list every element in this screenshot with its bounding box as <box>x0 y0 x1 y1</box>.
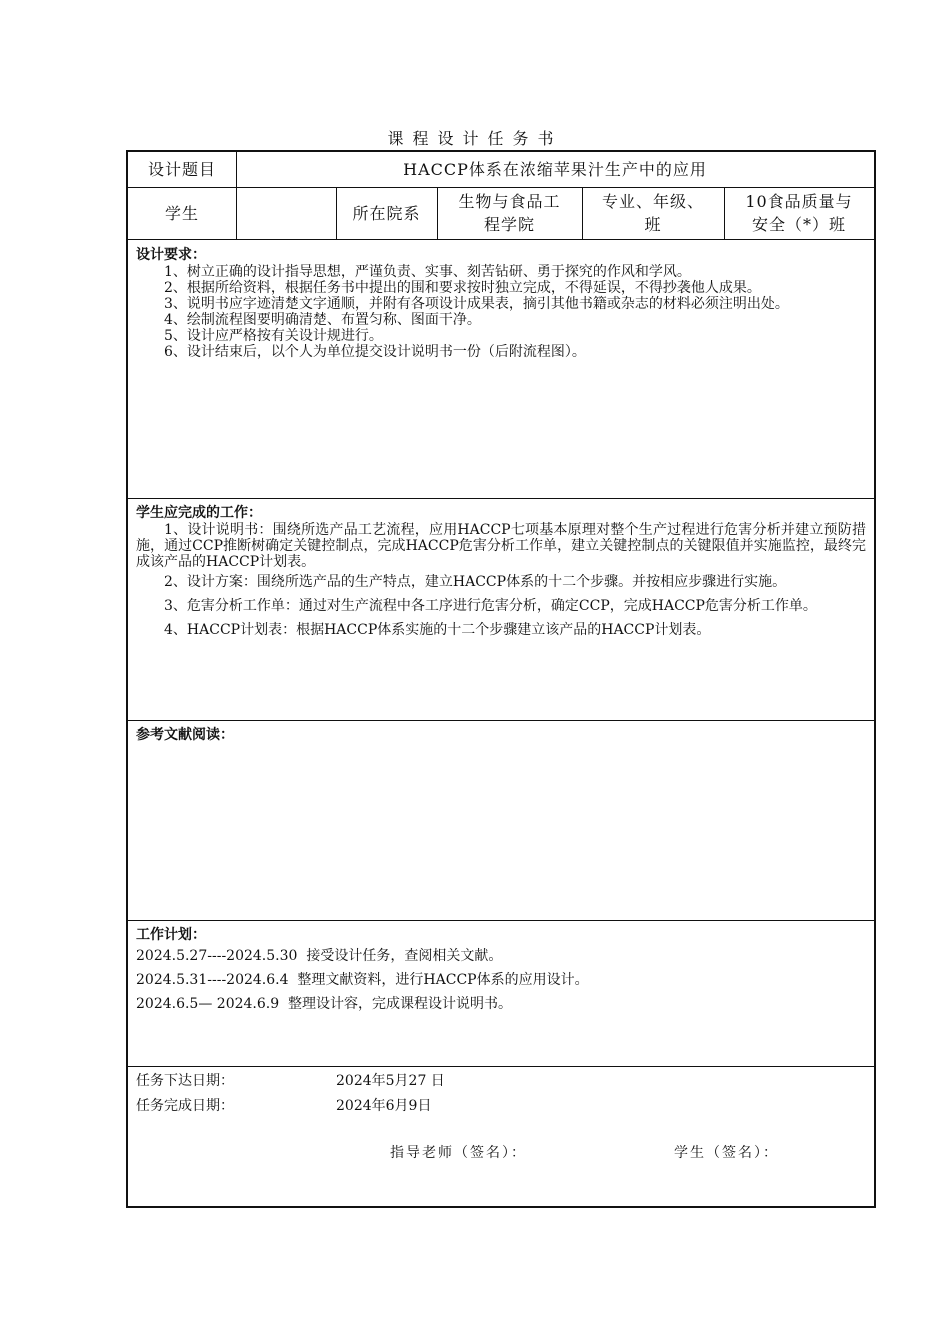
finish-date-label: 任务完成日期： <box>136 1098 234 1114</box>
document-title: 课程设计任务书 <box>387 129 563 148</box>
row-divider <box>128 239 874 240</box>
work-item: 3、危害分析工作单：通过对生产流程中各工序进行危害分析，确定CCP，完成HACCP危害分析工作单。 <box>164 598 817 614</box>
plan-section <box>136 926 866 1016</box>
issue-date-value: 2024年5月27 日 <box>336 1073 445 1089</box>
finish-date-row <box>136 1094 431 1118</box>
work-item: 2、设计方案：围绕所选产品的生产特点，建立HACCP体系的十二个步骤。并按相应步骤进行实施。 <box>164 574 787 590</box>
references-section <box>136 726 866 744</box>
teacher-signature: 指导老师（签名）： <box>390 1145 527 1161</box>
major-label: 专业、年级、班 <box>601 192 704 234</box>
section-divider <box>128 920 874 921</box>
references-heading: 参考文献阅读： <box>136 727 234 743</box>
requirement-item: 3、说明书应字迹清楚文字通顺，并附有各项设计成果表，摘引其他书籍或杂志的材料必须注明出处。 <box>164 296 789 312</box>
work-item: 1、设计说明书：围绕所选产品工艺流程，应用HACCP七项基本原理对整个生产过程进行危害分析并建立预防措施，通过CCP推断树确定关键控制点，完成HACCP危害分析工作单，建立关键控制点的关键限值并实施监控，最终完成该产品的HACCP计划表。 <box>136 522 866 570</box>
issue-date-label: 任务下达日期： <box>136 1073 234 1089</box>
plan-heading: 工作计划： <box>136 927 206 943</box>
plan-item: 2024.5.27----2024.5.30 接受设计任务，查阅相关文献。 <box>136 948 503 964</box>
finish-date-value: 2024年6月9日 <box>336 1098 432 1114</box>
requirement-item: 6、设计结束后，以个人为单位提交设计说明书一份（后附流程图）。 <box>164 344 586 360</box>
college-label: 所在院系 <box>352 203 421 223</box>
issue-date-row <box>136 1069 445 1093</box>
work-heading: 学生应完成的工作： <box>136 505 262 521</box>
requirement-item: 5、设计应严格按有关设计规进行。 <box>164 328 383 344</box>
requirement-item: 1、树立正确的设计指导思想，严谨负责、实事、刻苦钻研、勇于探究的作风和学风。 <box>164 264 691 280</box>
section-divider <box>128 720 874 721</box>
student-label: 学生 <box>164 203 199 223</box>
requirement-item: 4、绘制流程图要明确清楚、布置匀称、图面干净。 <box>164 312 481 328</box>
requirement-item: 2、根据所给资料，根据任务书中提出的围和要求按时独立完成，不得延误，不得抄袭他人成果。 <box>164 280 761 296</box>
student-value <box>236 187 336 239</box>
requirements-heading: 设计要求： <box>136 247 206 263</box>
work-item: 4、HACCP计划表：根据HACCP体系实施的十二个步骤建立该产品的HACCP计划表。 <box>164 622 711 638</box>
topic-value: HACCP体系在浓缩苹果汁生产中的应用 <box>403 160 707 179</box>
college-value: 生物与食品工程学院 <box>458 192 561 234</box>
task-form <box>126 150 876 1208</box>
work-section <box>136 504 866 642</box>
requirements-section <box>136 246 866 360</box>
student-signature: 学生（签名）： <box>674 1145 779 1161</box>
topic-label: 设计题目 <box>147 160 216 179</box>
major-value: 10食品质量与安全（*）班 <box>745 192 853 234</box>
section-divider <box>128 498 874 499</box>
section-divider <box>128 1066 874 1067</box>
plan-item: 2024.5.31----2024.6.4 整理文献资料，进行HACCP体系的应用设计。 <box>136 972 589 988</box>
plan-item: 2024.6.5— 2024.6.9 整理设计容，完成课程设计说明书。 <box>136 996 513 1012</box>
